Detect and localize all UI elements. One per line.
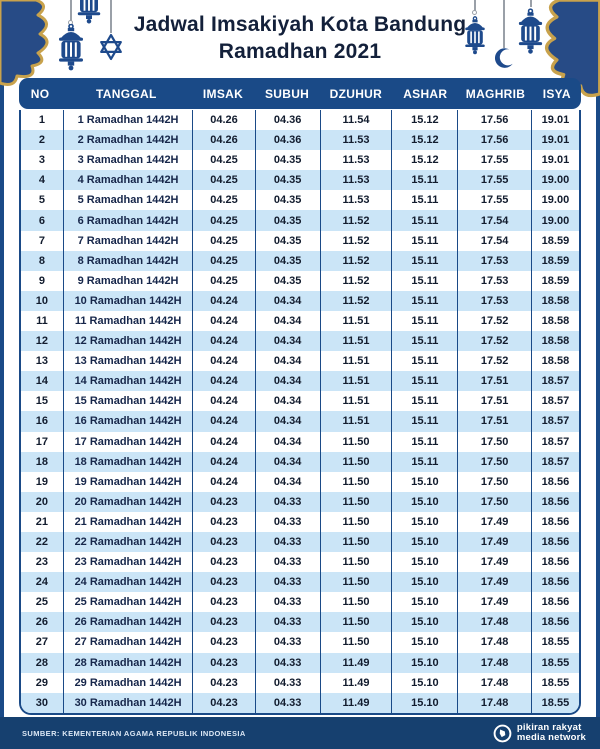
cell-subuh: 04.35	[255, 251, 320, 271]
cell-ashar: 15.10	[391, 612, 457, 632]
cell-no: 21	[35, 515, 49, 528]
table-header-row	[19, 78, 581, 109]
cell-ashar: 15.10	[391, 592, 457, 612]
cell-dzuhur: 11.50	[320, 452, 392, 472]
cell-tanggal: 22 Ramadhan 1442H	[63, 532, 192, 552]
table-row	[21, 612, 579, 632]
cell-imsak: 04.23	[192, 673, 254, 693]
title-line-1: Jadwal Imsakiyah Kota Bandung	[133, 13, 467, 36]
cell-ashar: 15.11	[391, 291, 457, 311]
cell-imsak: 04.24	[192, 331, 254, 351]
cell-tanggal: 16 Ramadhan 1442H	[63, 411, 192, 431]
cell-dzuhur: 11.52	[320, 231, 392, 251]
cell-ashar: 15.10	[391, 653, 457, 673]
cell-imsak: 04.25	[192, 190, 254, 210]
cell-no: 17	[35, 435, 49, 448]
cell-no: 9	[38, 274, 45, 287]
cell-subuh: 04.34	[255, 331, 320, 351]
cell-isya: 19.01	[531, 150, 579, 170]
cell-maghrib: 17.51	[457, 411, 531, 431]
table-row	[21, 331, 579, 351]
cell-imsak: 04.23	[192, 592, 254, 612]
cell-maghrib: 17.48	[457, 673, 531, 693]
cell-maghrib: 17.49	[457, 552, 531, 572]
cell-no: 4	[38, 174, 45, 187]
table-row	[21, 632, 579, 652]
cell-maghrib: 17.53	[457, 271, 531, 291]
cell-imsak: 04.25	[192, 170, 254, 190]
cell-tanggal: 23 Ramadhan 1442H	[63, 552, 192, 572]
cell-ashar: 15.10	[391, 632, 457, 652]
cell-ashar: 15.10	[391, 492, 457, 512]
cell-maghrib: 17.48	[457, 693, 531, 713]
table-body	[19, 110, 581, 715]
cell-maghrib: 17.55	[457, 150, 531, 170]
cell-imsak: 04.24	[192, 291, 254, 311]
column-header-no: NO	[30, 86, 50, 101]
column-header-isya: ISYA	[542, 86, 571, 101]
column-header-subuh: SUBUH	[264, 86, 310, 101]
cell-dzuhur: 11.51	[320, 371, 392, 391]
cell-dzuhur: 11.53	[320, 150, 392, 170]
cell-maghrib: 17.52	[457, 351, 531, 371]
cell-tanggal: 19 Ramadhan 1442H	[63, 472, 192, 492]
cell-maghrib: 17.50	[457, 472, 531, 492]
cell-no: 26	[35, 616, 49, 629]
cell-ashar: 15.12	[391, 130, 457, 150]
table-row	[21, 592, 579, 612]
cell-ashar: 15.11	[391, 371, 457, 391]
cell-isya: 18.59	[531, 271, 579, 291]
cell-imsak: 04.23	[192, 612, 254, 632]
cell-subuh: 04.34	[255, 391, 320, 411]
cell-ashar: 15.11	[391, 311, 457, 331]
cell-maghrib: 17.49	[457, 512, 531, 532]
cell-isya: 18.55	[531, 632, 579, 652]
cell-isya: 18.56	[531, 532, 579, 552]
cell-maghrib: 17.48	[457, 653, 531, 673]
cell-isya: 18.58	[531, 351, 579, 371]
cell-subuh: 04.36	[255, 110, 320, 130]
cell-tanggal: 1 Ramadhan 1442H	[63, 110, 192, 130]
cell-dzuhur: 11.51	[320, 351, 392, 371]
cell-tanggal: 9 Ramadhan 1442H	[63, 271, 192, 291]
cell-tanggal: 29 Ramadhan 1442H	[63, 673, 192, 693]
cell-dzuhur: 11.50	[320, 512, 392, 532]
cell-dzuhur: 11.50	[320, 472, 392, 492]
cell-imsak: 04.24	[192, 452, 254, 472]
table-row	[21, 673, 579, 693]
cell-isya: 18.57	[531, 371, 579, 391]
table-row	[21, 532, 579, 552]
cell-dzuhur: 11.51	[320, 311, 392, 331]
brand-text	[517, 723, 586, 744]
cell-ashar: 15.11	[391, 251, 457, 271]
cell-isya: 18.59	[531, 231, 579, 251]
frame-strip-right	[596, 0, 600, 749]
cell-dzuhur: 11.52	[320, 291, 392, 311]
cell-isya: 18.56	[531, 612, 579, 632]
cell-tanggal: 11 Ramadhan 1442H	[63, 311, 192, 331]
footer-bar	[0, 717, 600, 749]
cell-no: 20	[35, 495, 49, 508]
cell-tanggal: 25 Ramadhan 1442H	[63, 592, 192, 612]
cell-ashar: 15.12	[391, 110, 457, 130]
cell-maghrib: 17.52	[457, 311, 531, 331]
cell-ashar: 15.11	[391, 391, 457, 411]
cell-tanggal: 17 Ramadhan 1442H	[63, 432, 192, 452]
table-row	[21, 130, 579, 150]
cell-subuh: 04.33	[255, 532, 320, 552]
cell-dzuhur: 11.50	[320, 612, 392, 632]
cell-imsak: 04.24	[192, 311, 254, 331]
cell-no: 5	[38, 194, 45, 207]
cell-isya: 18.56	[531, 552, 579, 572]
cell-subuh: 04.33	[255, 552, 320, 572]
cell-isya: 18.58	[531, 331, 579, 351]
cell-subuh: 04.34	[255, 351, 320, 371]
cell-imsak: 04.24	[192, 391, 254, 411]
cell-ashar: 15.10	[391, 512, 457, 532]
cell-maghrib: 17.49	[457, 572, 531, 592]
cell-imsak: 04.24	[192, 472, 254, 492]
cell-ashar: 15.11	[391, 170, 457, 190]
cell-tanggal: 7 Ramadhan 1442H	[63, 231, 192, 251]
cell-dzuhur: 11.49	[320, 673, 392, 693]
cell-ashar: 15.10	[391, 472, 457, 492]
cell-maghrib: 17.54	[457, 231, 531, 251]
cell-maghrib: 17.56	[457, 110, 531, 130]
cell-tanggal: 5 Ramadhan 1442H	[63, 190, 192, 210]
cell-imsak: 04.24	[192, 371, 254, 391]
cell-dzuhur: 11.52	[320, 271, 392, 291]
cell-subuh: 04.36	[255, 130, 320, 150]
brand-line-2: media network	[516, 732, 586, 743]
table-row	[21, 693, 579, 713]
cell-ashar: 15.10	[391, 572, 457, 592]
cell-dzuhur: 11.52	[320, 210, 392, 230]
cell-maghrib: 17.55	[457, 170, 531, 190]
cell-subuh: 04.33	[255, 693, 320, 713]
cell-no: 30	[35, 696, 49, 709]
cell-isya: 19.01	[531, 110, 579, 130]
cell-ashar: 15.10	[391, 673, 457, 693]
cell-dzuhur: 11.51	[320, 411, 392, 431]
cell-tanggal: 24 Ramadhan 1442H	[63, 572, 192, 592]
cell-isya: 19.00	[531, 210, 579, 230]
cell-imsak: 04.23	[192, 572, 254, 592]
hanging-string	[530, 0, 532, 7]
source-credit: SUMBER: KEMENTERIAN AGAMA REPUBLIK INDONESIA	[22, 728, 246, 738]
cell-subuh: 04.35	[255, 210, 320, 230]
cell-isya: 18.56	[531, 472, 579, 492]
cell-dzuhur: 11.51	[320, 391, 392, 411]
table-row	[21, 512, 579, 532]
cell-imsak: 04.23	[192, 653, 254, 673]
cell-subuh: 04.34	[255, 311, 320, 331]
cell-dzuhur: 11.53	[320, 190, 392, 210]
cell-no: 29	[35, 676, 49, 689]
table-row	[21, 231, 579, 251]
table-row	[21, 371, 579, 391]
cell-no: 14	[35, 375, 49, 388]
pikiran-rakyat-icon	[493, 724, 512, 743]
cell-isya: 18.59	[531, 251, 579, 271]
cell-ashar: 15.10	[391, 693, 457, 713]
cell-maghrib: 17.50	[457, 452, 531, 472]
cell-isya: 18.57	[531, 432, 579, 452]
cell-isya: 18.57	[531, 452, 579, 472]
cell-tanggal: 15 Ramadhan 1442H	[63, 391, 192, 411]
cell-subuh: 04.33	[255, 512, 320, 532]
cell-maghrib: 17.49	[457, 592, 531, 612]
cell-dzuhur: 11.53	[320, 130, 392, 150]
cell-tanggal: 28 Ramadhan 1442H	[63, 653, 192, 673]
cell-dzuhur: 11.50	[320, 592, 392, 612]
cell-no: 12	[35, 335, 49, 348]
cell-subuh: 04.33	[255, 632, 320, 652]
cell-no: 19	[35, 475, 49, 488]
cell-subuh: 04.34	[255, 411, 320, 431]
cell-dzuhur: 11.50	[320, 432, 392, 452]
cell-no: 7	[38, 234, 45, 247]
cell-dzuhur: 11.50	[320, 632, 392, 652]
cell-maghrib: 17.49	[457, 532, 531, 552]
column-header-imsak: IMSAK	[202, 86, 244, 101]
cell-maghrib: 17.54	[457, 210, 531, 230]
cell-isya: 18.57	[531, 391, 579, 411]
cell-no: 24	[35, 576, 49, 589]
cell-isya: 19.01	[531, 130, 579, 150]
cell-subuh: 04.34	[255, 472, 320, 492]
cell-isya: 18.55	[531, 653, 579, 673]
cell-imsak: 04.26	[192, 130, 254, 150]
cell-imsak: 04.26	[192, 110, 254, 130]
cell-ashar: 15.11	[391, 452, 457, 472]
cell-subuh: 04.33	[255, 572, 320, 592]
cell-maghrib: 17.53	[457, 291, 531, 311]
cell-no: 16	[35, 415, 49, 428]
brand-logo	[493, 723, 586, 744]
cell-subuh: 04.33	[255, 653, 320, 673]
cell-maghrib: 17.52	[457, 331, 531, 351]
cell-imsak: 04.25	[192, 210, 254, 230]
cell-no: 6	[38, 214, 45, 227]
cell-subuh: 04.35	[255, 150, 320, 170]
cell-dzuhur: 11.53	[320, 170, 392, 190]
schedule-table	[19, 78, 581, 715]
table-row	[21, 351, 579, 371]
cell-dzuhur: 11.49	[320, 693, 392, 713]
cell-no: 10	[35, 294, 49, 307]
table-row	[21, 411, 579, 431]
cell-tanggal: 6 Ramadhan 1442H	[63, 210, 192, 230]
cell-no: 11	[36, 314, 48, 327]
cell-subuh: 04.33	[255, 673, 320, 693]
cell-tanggal: 2 Ramadhan 1442H	[63, 130, 192, 150]
cell-ashar: 15.11	[391, 271, 457, 291]
cell-dzuhur: 11.50	[320, 572, 392, 592]
cell-ashar: 15.11	[391, 432, 457, 452]
cell-no: 15	[35, 395, 49, 408]
cell-no: 2	[38, 134, 45, 147]
table-row	[21, 150, 579, 170]
table-row	[21, 472, 579, 492]
cell-no: 3	[38, 154, 45, 167]
table-row	[21, 170, 579, 190]
table-row	[21, 311, 579, 331]
cell-tanggal: 3 Ramadhan 1442H	[63, 150, 192, 170]
cell-subuh: 04.33	[255, 492, 320, 512]
cell-tanggal: 12 Ramadhan 1442H	[63, 331, 192, 351]
cell-subuh: 04.34	[255, 432, 320, 452]
cell-dzuhur: 11.50	[320, 492, 392, 512]
cell-no: 25	[35, 596, 49, 609]
cell-dzuhur: 11.54	[320, 110, 392, 130]
column-header-tanggal: TANGGAL	[96, 86, 157, 101]
cell-subuh: 04.33	[255, 612, 320, 632]
cell-maghrib: 17.51	[457, 371, 531, 391]
cell-no: 23	[35, 556, 49, 569]
cell-ashar: 15.11	[391, 231, 457, 251]
cell-imsak: 04.24	[192, 351, 254, 371]
cell-no: 13	[35, 355, 49, 368]
cell-tanggal: 26 Ramadhan 1442H	[63, 612, 192, 632]
title-line-2: Ramadhan 2021	[218, 39, 382, 63]
cell-maghrib: 17.56	[457, 130, 531, 150]
cell-subuh: 04.35	[255, 190, 320, 210]
cell-subuh: 04.34	[255, 452, 320, 472]
cell-tanggal: 27 Ramadhan 1442H	[63, 632, 192, 652]
table-row	[21, 110, 579, 130]
table-row	[21, 251, 579, 271]
brand-line-1: pikiran rakyat	[516, 721, 582, 733]
column-header-dzuhur: DZUHUR	[329, 86, 383, 101]
cell-isya: 18.58	[531, 311, 579, 331]
cell-ashar: 15.11	[391, 411, 457, 431]
table-row	[21, 492, 579, 512]
cell-maghrib: 17.50	[457, 492, 531, 512]
cell-isya: 18.55	[531, 693, 579, 713]
cell-imsak: 04.25	[192, 271, 254, 291]
cell-maghrib: 17.48	[457, 632, 531, 652]
cell-tanggal: 20 Ramadhan 1442H	[63, 492, 192, 512]
cell-imsak: 04.25	[192, 150, 254, 170]
table-row	[21, 452, 579, 472]
cell-imsak: 04.23	[192, 512, 254, 532]
cell-isya: 18.58	[531, 291, 579, 311]
cell-subuh: 04.34	[255, 291, 320, 311]
cell-subuh: 04.35	[255, 170, 320, 190]
cell-isya: 19.00	[531, 170, 579, 190]
column-header-maghrib: MAGHRIB	[465, 86, 526, 101]
cell-no: 28	[35, 656, 49, 669]
cell-imsak: 04.23	[192, 632, 254, 652]
cell-isya: 18.56	[531, 512, 579, 532]
cell-dzuhur: 11.50	[320, 552, 392, 572]
cell-isya: 19.00	[531, 190, 579, 210]
cell-ashar: 15.12	[391, 150, 457, 170]
table-row	[21, 552, 579, 572]
cell-ashar: 15.11	[391, 210, 457, 230]
table-row	[21, 271, 579, 291]
cell-imsak: 04.25	[192, 231, 254, 251]
cell-imsak: 04.23	[192, 532, 254, 552]
table-row	[21, 572, 579, 592]
cell-tanggal: 4 Ramadhan 1442H	[63, 170, 192, 190]
cell-imsak: 04.23	[192, 552, 254, 572]
cell-ashar: 15.11	[391, 351, 457, 371]
cell-isya: 18.57	[531, 411, 579, 431]
cell-no: 22	[35, 536, 49, 549]
cell-maghrib: 17.53	[457, 251, 531, 271]
cell-isya: 18.56	[531, 492, 579, 512]
cell-imsak: 04.24	[192, 411, 254, 431]
cell-dzuhur: 11.51	[320, 331, 392, 351]
cell-ashar: 15.11	[391, 331, 457, 351]
table-row	[21, 190, 579, 210]
cell-imsak: 04.25	[192, 251, 254, 271]
cell-tanggal: 21 Ramadhan 1442H	[63, 512, 192, 532]
cell-dzuhur: 11.50	[320, 532, 392, 552]
cell-isya: 18.56	[531, 572, 579, 592]
table-row	[21, 391, 579, 411]
cell-ashar: 15.10	[391, 552, 457, 572]
cell-no: 1	[38, 114, 45, 127]
cell-no: 18	[35, 455, 49, 468]
cell-isya: 18.56	[531, 592, 579, 612]
frame-strip-left	[0, 0, 4, 749]
cell-tanggal: 30 Ramadhan 1442H	[63, 693, 192, 713]
table-row	[21, 432, 579, 452]
cell-tanggal: 13 Ramadhan 1442H	[63, 351, 192, 371]
cell-no: 27	[35, 636, 49, 649]
cell-dzuhur: 11.52	[320, 251, 392, 271]
cell-dzuhur: 11.49	[320, 653, 392, 673]
cell-imsak: 04.23	[192, 693, 254, 713]
cell-tanggal: 10 Ramadhan 1442H	[63, 291, 192, 311]
cell-tanggal: 8 Ramadhan 1442H	[63, 251, 192, 271]
table-row	[21, 291, 579, 311]
cell-maghrib: 17.50	[457, 432, 531, 452]
table-row	[21, 210, 579, 230]
cell-subuh: 04.35	[255, 271, 320, 291]
cell-no: 8	[38, 254, 45, 267]
cell-imsak: 04.23	[192, 492, 254, 512]
cell-imsak: 04.24	[192, 432, 254, 452]
cell-maghrib: 17.51	[457, 391, 531, 411]
cell-maghrib: 17.55	[457, 190, 531, 210]
cell-tanggal: 14 Ramadhan 1442H	[63, 371, 192, 391]
column-header-ashar: ASHAR	[403, 86, 448, 101]
table-row	[21, 653, 579, 673]
cell-isya: 18.55	[531, 673, 579, 693]
cell-tanggal: 18 Ramadhan 1442H	[63, 452, 192, 472]
cell-subuh: 04.34	[255, 371, 320, 391]
page-title	[60, 12, 540, 66]
cell-ashar: 15.10	[391, 532, 457, 552]
cell-ashar: 15.11	[391, 190, 457, 210]
cell-subuh: 04.35	[255, 231, 320, 251]
cell-maghrib: 17.48	[457, 612, 531, 632]
cell-subuh: 04.33	[255, 592, 320, 612]
